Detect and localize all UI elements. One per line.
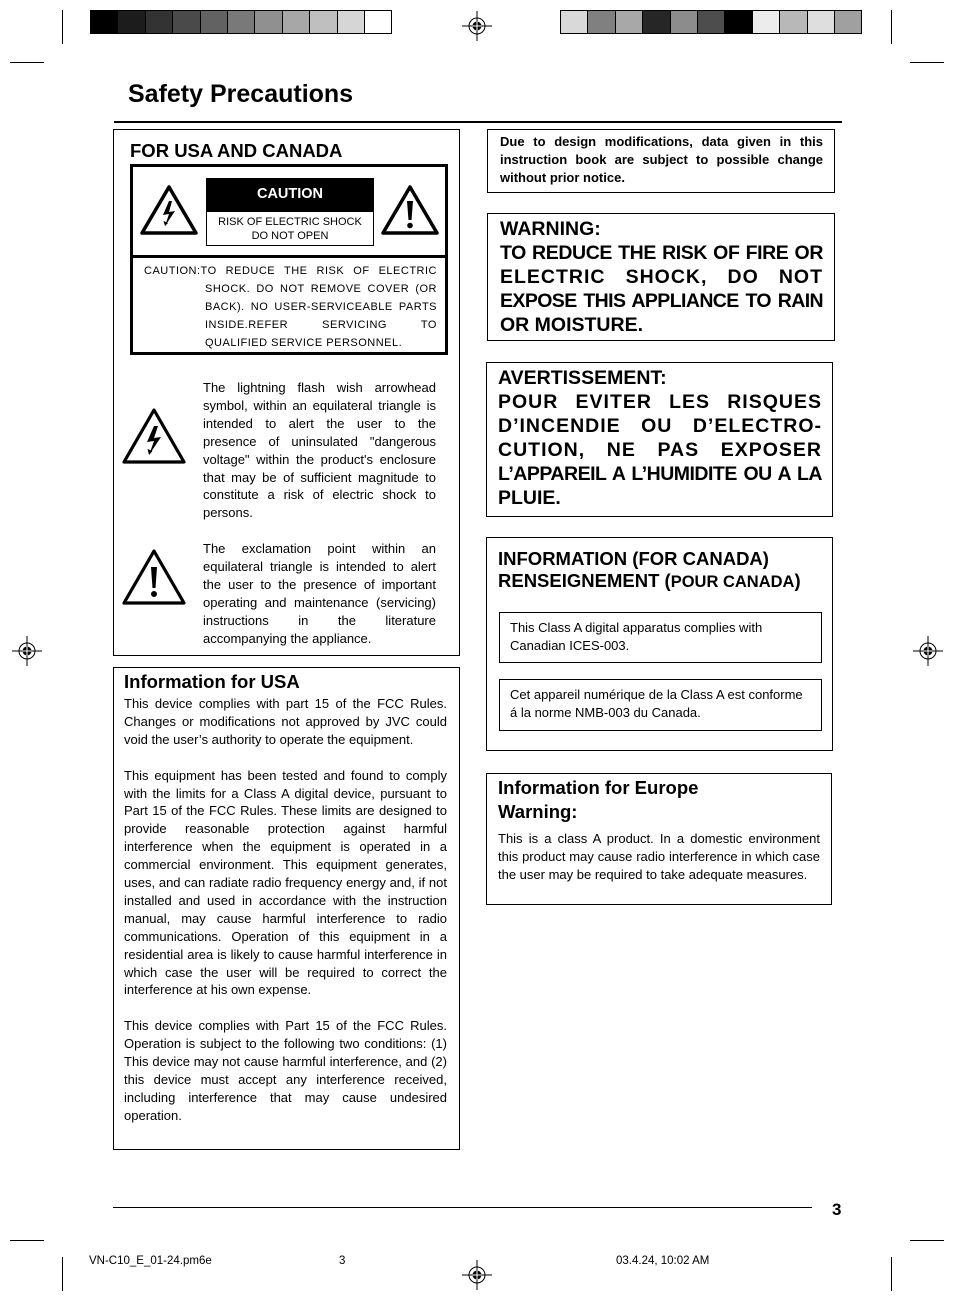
lightning-triangle-icon — [121, 407, 187, 465]
design-notice-box — [487, 129, 835, 193]
exclamation-explanation: The exclamation point within an equilateral triangle is intended to alert the user to the presence of important operating and maintenance (servicing) instructions in the literature accompanying the appliance. — [203, 541, 436, 646]
usa-canada-heading: FOR USA AND CANADA — [130, 140, 343, 161]
crop-mark — [891, 1257, 892, 1291]
page-title: Safety Precautions — [128, 80, 354, 108]
design-notice: Due to design modifications, data given in this instruction book are subject to possible change without prior notice. — [500, 134, 823, 185]
color-swatch — [560, 10, 588, 34]
usa-info-section — [113, 667, 460, 1150]
color-swatch — [752, 10, 780, 34]
color-swatch — [309, 10, 337, 34]
caution-sublabel: RISK OF ELECTRIC SHOCK DO NOT OPEN — [206, 211, 374, 246]
color-swatch — [227, 10, 255, 34]
lightning-explanation: The lightning flash wish arrowhead symbol, within an equilateral triangle is intended to alert the user to the presence of uninsulated "dangerous voltage" within the product's enclosure that may be of sufficient magnitude to constitute a risk of electric shock to persons. — [203, 380, 436, 521]
color-swatch — [642, 10, 670, 34]
crop-mark — [10, 1240, 44, 1241]
warning-heading: WARNING: — [500, 218, 601, 240]
registration-mark-icon — [462, 11, 492, 41]
avertissement-text: AVERTISSEMENT: POUR EVITER LES RISQUES D’INCENDIE OU D’ELECTRO- CUTION, NE PAS EXPOSER L’APPAREIL A L’HUMIDITE OU A LA PLUIE. — [498, 367, 822, 509]
europe-warning-text: This is a class A product. In a domestic environment this product may cause radio interference in which case the user may be required to take adequate measures. — [498, 831, 820, 882]
color-swatch — [779, 10, 807, 34]
color-swatch — [145, 10, 173, 34]
warning-text: WARNING: TO REDUCE THE RISK OF FIRE OR ELECTRIC SHOCK, DO NOT EXPOSE THIS APPLIANCE TO RAIN OR MOISTURE. — [500, 218, 823, 336]
color-swatch — [364, 10, 392, 34]
color-swatch — [254, 10, 282, 34]
canada-heading: INFORMATION (FOR CANADA) RENSEIGNEMENT (POUR CANADA) — [498, 548, 801, 591]
footer-rule — [113, 1207, 812, 1208]
color-swatch — [282, 10, 310, 34]
registration-mark-icon — [913, 636, 943, 666]
color-swatch — [807, 10, 835, 34]
page-number: 3 — [832, 1200, 842, 1219]
canada-info-section — [486, 537, 833, 751]
europe-info-section — [486, 773, 832, 905]
exclamation-triangle-icon — [121, 548, 187, 606]
lightning-triangle-icon — [139, 184, 199, 236]
crop-mark — [910, 62, 944, 63]
color-swatch — [724, 10, 752, 34]
avertissement-heading: AVERTISSEMENT: — [498, 367, 667, 389]
color-swatch — [172, 10, 200, 34]
color-swatch — [117, 10, 145, 34]
crop-mark — [62, 10, 63, 44]
crop-mark — [891, 10, 892, 44]
caution-label: CAUTION — [206, 178, 374, 211]
color-swatch — [90, 10, 118, 34]
caution-text: CAUTION:TO REDUCE THE RISK OF ELECTRIC SHOCK. DO NOT REMOVE COVER (OR BACK). NO USER-SERVICEABLE PARTS INSIDE.REFER SERVICING TO QUALIFIED SERVICE PERSONNEL. — [144, 265, 437, 349]
registration-mark-icon — [462, 1260, 492, 1290]
avertissement-box — [486, 362, 833, 517]
color-swatch — [615, 10, 643, 34]
europe-heading: Information for Europe Warning: — [498, 777, 699, 822]
color-swatch — [834, 10, 862, 34]
usa-info-heading: Information for USA — [124, 671, 300, 692]
paragraph: This device complies with part 15 of the FCC Rules. Changes or modifications not approved by JVC could void the user’s authority to operate the equipment. — [124, 696, 447, 747]
color-swatch — [337, 10, 365, 34]
exclamation-triangle-icon — [380, 184, 440, 236]
color-swatch — [587, 10, 615, 34]
usa-canada-section — [113, 129, 460, 656]
color-swatch — [697, 10, 725, 34]
crop-mark — [910, 1240, 944, 1241]
footer-page: 3 — [339, 1255, 346, 1267]
canada-english-notice: This Class A digital apparatus complies with Canadian ICES-003. — [499, 612, 822, 663]
title-rule — [114, 121, 842, 123]
caution-panel — [130, 164, 448, 355]
color-swatch — [670, 10, 698, 34]
footer-date: 03.4.24, 10:02 AM — [616, 1255, 710, 1267]
color-swatch — [200, 10, 228, 34]
paragraph: This device complies with Part 15 of the FCC Rules. Operation is subject to the following two conditions: (1) This device may not cause harmful interference, and (2) this device must accept any interference received, including interference that may cause undesired operation. — [124, 1018, 447, 1123]
warning-box — [487, 213, 835, 341]
crop-mark — [10, 62, 44, 63]
usa-info-body — [124, 695, 447, 1125]
crop-mark — [62, 1257, 63, 1291]
footer-filename: VN-C10_E_01-24.pm6e — [89, 1255, 212, 1267]
registration-mark-icon — [12, 636, 42, 666]
paragraph: This equipment has been tested and found to comply with the limits for a Class A digital device, pursuant to Part 15 of the FCC Rules. These limits are designed to provide reasonable protection against harmful interference when the equipment is operated in a commercial environment. This equipment generates, uses, and can radiate radio frequency energy and, if not installed and used in accordance with the instruction manual, may cause harmful interference to radio communications. Operation of this equipment in a residential area is likely to cause harmful interference in which case the user will be required to correct the interference at his own expense. — [124, 767, 447, 998]
canada-french-notice: Cet appareil numérique de la Class A est conforme á la norme NMB-003 du Canada. — [499, 679, 822, 731]
caution-divider — [133, 255, 445, 258]
